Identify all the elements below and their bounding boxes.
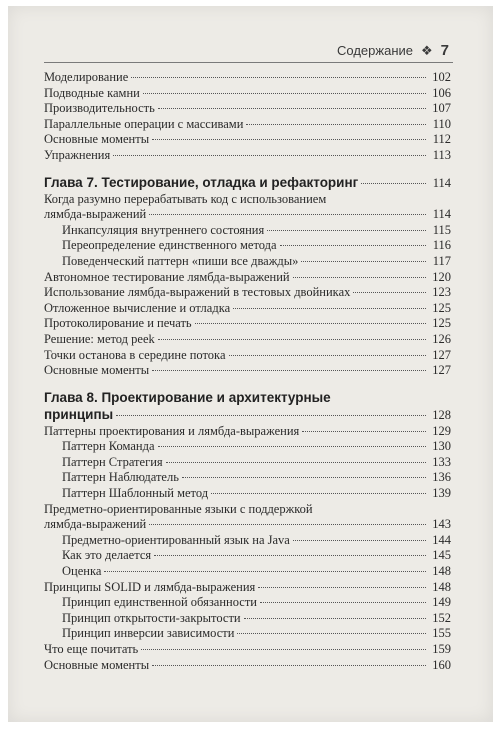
toc-group-chapter-8-a <box>44 424 451 502</box>
toc-entry-text: Принцип инверсии зависимости <box>62 626 235 641</box>
toc-entry <box>44 348 451 364</box>
page-ref: 152 <box>432 610 451 625</box>
toc-entry <box>44 642 451 658</box>
toc-entry-text: Автономное тестирование лямбда-выражений <box>44 269 290 284</box>
toc-entry-text: Паттерн Стратегия <box>62 454 163 469</box>
toc-entry-text: Отложенное вычисление и отладка <box>44 300 231 315</box>
leader-dots <box>104 571 426 572</box>
toc-entry <box>44 132 451 148</box>
toc-entry-text: Использование лямбда-выражений в тестовых двойниках <box>44 285 351 300</box>
chapter-8-heading <box>44 406 451 424</box>
page-ref: 114 <box>432 207 451 222</box>
page-ref: 144 <box>432 532 451 547</box>
page-number: 7 <box>440 42 449 59</box>
page-ref: 114 <box>432 175 451 190</box>
toc-entry-text: Паттерны проектирования и лямбда-выражения <box>44 423 300 438</box>
toc-entry <box>44 548 451 564</box>
leader-dots <box>154 555 426 556</box>
toc-entry-text: Подводные камни <box>44 85 140 100</box>
leader-dots <box>293 540 426 541</box>
table-of-contents <box>44 70 451 673</box>
page-ref: 139 <box>432 486 451 501</box>
toc-group-chapter-8-b <box>44 533 451 673</box>
leader-dots <box>258 587 426 588</box>
toc-entry <box>44 117 451 133</box>
toc-entry-text: Принцип открытости-закрытости <box>62 610 241 625</box>
toc-entry <box>44 486 451 502</box>
toc-entry <box>44 316 451 332</box>
page-ref: 126 <box>432 331 451 346</box>
toc-entry-text: Упражнения <box>44 147 111 162</box>
leader-dots <box>211 493 426 494</box>
page-ref: 117 <box>432 253 451 268</box>
toc-entry <box>44 101 451 117</box>
leader-dots <box>158 339 426 340</box>
toc-entry <box>44 207 451 223</box>
toc-entry <box>44 148 451 164</box>
page-ref: 112 <box>432 132 451 147</box>
toc-entry <box>44 363 451 379</box>
page-ref: 116 <box>432 238 451 253</box>
chapter-title: принципы <box>44 406 114 422</box>
leader-dots <box>158 108 426 109</box>
toc-entry <box>44 270 451 286</box>
page-ref: 128 <box>432 407 451 422</box>
toc-entry <box>44 626 451 642</box>
toc-entry <box>44 564 451 580</box>
toc-entry-text: Переопределение единственного метода <box>62 238 277 253</box>
toc-entry-text: Производительность <box>44 101 155 116</box>
toc-entry-text: Оценка <box>62 564 102 579</box>
leader-dots <box>293 277 426 278</box>
leader-dots <box>353 292 426 293</box>
leader-dots <box>280 245 426 246</box>
page-ref: 113 <box>432 147 451 162</box>
section-title: Содержание <box>337 43 413 58</box>
toc-entry-text: Что еще почитать <box>44 642 139 656</box>
leader-dots <box>260 602 426 603</box>
leader-dots <box>301 261 426 262</box>
page-ref: 120 <box>432 269 451 284</box>
leader-dots <box>149 524 426 525</box>
leader-dots <box>267 230 426 231</box>
leader-dots <box>152 665 426 666</box>
page-ref: 160 <box>432 657 451 672</box>
chapter-8-title-line: Глава 8. Проектирование и архитектурные <box>44 389 331 405</box>
toc-entry-text: Предметно-ориентированный язык на Java <box>62 532 290 547</box>
leader-dots <box>195 323 426 324</box>
leader-dots <box>182 477 426 478</box>
book-page <box>8 6 493 722</box>
toc-group-prev-chapter <box>44 70 451 164</box>
toc-entry <box>44 301 451 317</box>
toc-entry <box>44 332 451 348</box>
toc-entry <box>44 70 451 86</box>
leader-dots <box>113 155 426 156</box>
page-ref: 106 <box>432 85 451 100</box>
toc-entry-line: Когда разумно перерабатывать код с использованием <box>44 191 327 206</box>
toc-entry <box>44 86 451 102</box>
toc-entry-text: Основные моменты <box>44 657 150 672</box>
toc-entry <box>44 223 451 239</box>
toc-entry <box>44 424 451 440</box>
toc-entry-text: Как это делается <box>62 548 152 563</box>
toc-entry-text: Принципы SOLID и лямбда-выражения <box>44 579 256 594</box>
leader-dots <box>237 633 426 634</box>
toc-entry <box>44 580 451 596</box>
page-ref: 148 <box>432 579 451 594</box>
toc-entry <box>44 658 451 674</box>
toc-entry <box>44 517 451 533</box>
page-ref: 125 <box>432 300 451 315</box>
page-ref: 102 <box>432 70 451 84</box>
leader-dots <box>233 308 426 309</box>
leader-dots <box>166 462 426 463</box>
leader-dots <box>361 183 426 184</box>
toc-entry-text: Моделирование <box>44 70 129 84</box>
toc-entry-text: Основные моменты <box>44 132 150 147</box>
page-ref: 148 <box>432 564 451 579</box>
toc-entry-text: Решение: метод peek <box>44 331 155 346</box>
page-ref: 123 <box>432 285 451 300</box>
page-ref: 143 <box>432 517 451 532</box>
page-ref: 125 <box>432 316 451 331</box>
toc-entry-text: Паттерн Наблюдатель <box>62 470 179 485</box>
toc-entry-text: Паттерн Команда <box>62 439 155 454</box>
toc-entry-text: лямбда-выражений <box>44 207 147 222</box>
toc-entry-text: Инкапсуляция внутреннего состояния <box>62 222 265 237</box>
leader-dots <box>229 355 427 356</box>
leader-dots <box>152 139 426 140</box>
diamond-bullet-icon: ❖ <box>421 42 433 58</box>
running-head <box>337 42 449 59</box>
toc-group-chapter-7 <box>44 223 451 379</box>
leader-dots <box>149 214 426 215</box>
toc-entry <box>44 439 451 455</box>
page-ref: 130 <box>432 439 451 454</box>
leader-dots <box>143 93 426 94</box>
chapter-7-heading <box>44 174 451 192</box>
page-ref: 127 <box>432 347 451 362</box>
page-ref: 110 <box>432 116 451 131</box>
leader-dots <box>244 618 426 619</box>
toc-entry <box>44 470 451 486</box>
page-ref: 136 <box>432 470 451 485</box>
toc-entry-text: лямбда-выражений <box>44 517 147 532</box>
leader-dots <box>302 431 426 432</box>
page-ref: 159 <box>432 642 451 656</box>
toc-entry <box>44 455 451 471</box>
page-ref: 155 <box>432 626 451 641</box>
page-ref: 149 <box>432 595 451 610</box>
leader-dots <box>246 124 426 125</box>
toc-entry <box>44 238 451 254</box>
toc-entry <box>44 285 451 301</box>
leader-dots <box>116 415 426 416</box>
leader-dots <box>141 649 426 650</box>
leader-dots <box>158 446 427 447</box>
toc-entry <box>44 595 451 611</box>
toc-entry-line: Предметно-ориентированные языки с поддержкой <box>44 501 313 516</box>
page-ref: 129 <box>432 423 451 438</box>
chapter-title: Глава 7. Тестирование, отладка и рефакторинг <box>44 174 359 190</box>
toc-entry-text: Протоколирование и печать <box>44 316 192 331</box>
page-ref: 107 <box>432 101 451 116</box>
toc-entry <box>44 533 451 549</box>
page-ref: 145 <box>432 548 451 563</box>
toc-entry-text: Паттерн Шаблонный метод <box>62 486 209 501</box>
leader-dots <box>131 77 426 78</box>
toc-entry-text: Параллельные операции с массивами <box>44 116 244 131</box>
header-rule <box>44 62 453 63</box>
toc-entry <box>44 254 451 270</box>
leader-dots <box>152 370 426 371</box>
toc-entry <box>44 611 451 627</box>
page-ref: 133 <box>432 454 451 469</box>
toc-entry-text: Точки останова в середине потока <box>44 347 226 362</box>
page-ref: 115 <box>432 222 451 237</box>
page-ref: 127 <box>432 363 451 378</box>
toc-entry-text: Основные моменты <box>44 363 150 378</box>
toc-entry-text: Принцип единственной обязанности <box>62 595 257 610</box>
toc-entry-text: Поведенческий паттерн «пиши все дважды» <box>62 253 299 268</box>
